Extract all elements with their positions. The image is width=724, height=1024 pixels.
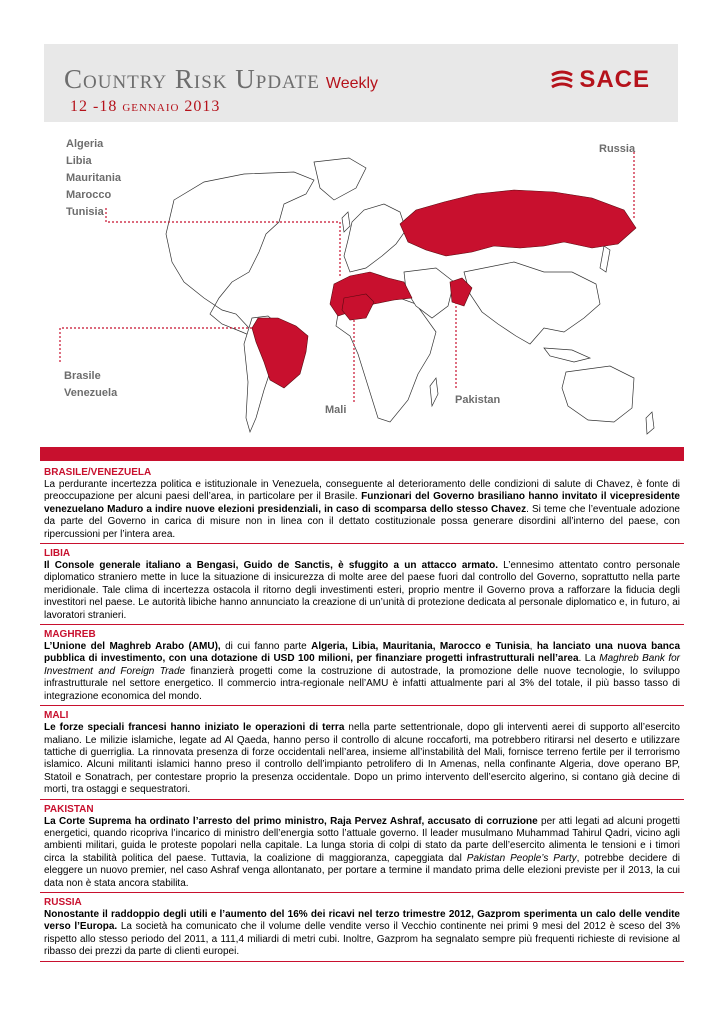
map-label-libia: Libia bbox=[66, 155, 92, 167]
map-label-marocco: Marocco bbox=[66, 189, 112, 201]
new-zealand-shape bbox=[646, 412, 654, 434]
body-text: La perdurante incertezza politica e istituzionale in Venezuela, conseguente al deterioramento delle condizioni di salute di Chavez, è fonte di preoccupazione per alcuni paesi dell’area, in particolare per il Brasile. bbox=[44, 479, 680, 503]
world-map bbox=[44, 122, 678, 446]
bold-text: Funzionari del Governo brasiliano hanno invitato il vicepresidente venezuelano Maduro a indire nuove elezioni presidenziali, in caso di scomparsa dello stesso Chavez bbox=[44, 491, 680, 515]
asia-shape bbox=[464, 262, 600, 344]
weekly-label: Weekly bbox=[325, 75, 379, 92]
sace-logo-icon bbox=[549, 67, 575, 93]
bold-text: Algeria, Libia, Mauritania, Marocco e Tunisia bbox=[311, 641, 530, 653]
section-title: MALI bbox=[44, 710, 69, 722]
report-date: 12 -18 gennaio 2013 bbox=[70, 98, 221, 115]
bold-text: ha lanciato una nuova banca pubblica di investimento, con una dotazione di USD 100 milioni, per finanziare progetti infrastrutturali nell’area bbox=[44, 641, 681, 665]
report-title-text: Country Risk Update bbox=[64, 64, 320, 94]
uk-shape bbox=[342, 212, 350, 232]
body-text: , bbox=[529, 641, 537, 653]
body-text: finanzierà progetti come la costruzione di autostrade, la promozione delle nuove tecnologie, lo sviluppo infrastrutturale nel settore energetico. Il commercio intra-regionale nell’AMU è infatti attualmente pari al 3% del totale, il più basso tasso di integrazione economica del mondo. bbox=[44, 665, 680, 702]
section-title: PAKISTAN bbox=[44, 803, 94, 815]
map-label-north-africa bbox=[66, 136, 121, 221]
map-label-mali: Mali bbox=[325, 404, 347, 416]
bold-text: Le forze speciali francesi hanno iniziato le operazioni di terra bbox=[44, 722, 345, 734]
map-label-russia: Russia bbox=[599, 143, 636, 155]
map-label-brasile: Brasile bbox=[64, 370, 101, 382]
body-text: . Si teme che l’eventuale adozione da parte del Governo in carica di misure non in linea con il dettato costituzionale possa generare disordini all’interno del paese, con ripercussioni per l’intera area. bbox=[44, 503, 680, 540]
section-body bbox=[44, 909, 680, 959]
body-text: La società ha comunicato che il volume delle vendite verso il Vecchio continente nei primi 9 mesi del 2012 è sceso del 3% rispetto allo stesso periodo del 2011, a 111,4 miliardi di metri cubi. Inoltre, Gazprom ha segnalato sempre più frequenti richieste di revisione al ribasso dei prezzi da parte di clienti europei. bbox=[44, 921, 680, 958]
section-title: MAGHREB bbox=[44, 629, 96, 641]
greenland-shape bbox=[314, 158, 366, 200]
news-content bbox=[40, 463, 684, 962]
section-body bbox=[44, 479, 680, 541]
north-america-shape bbox=[166, 172, 314, 338]
indonesia-shape bbox=[544, 348, 590, 362]
russia-shape bbox=[400, 190, 636, 256]
world-map-svg bbox=[44, 122, 678, 446]
section-title: LIBIA bbox=[44, 548, 71, 560]
news-section bbox=[40, 706, 684, 799]
news-section bbox=[40, 544, 684, 625]
bold-text: L’Unione del Maghreb Arabo (AMU), bbox=[44, 641, 221, 653]
body-text: , potrebbe decidere di eleggere un nuovo premier, nel caso Ashraf venga allontanato, per portare a termine il mandato prima delle elezioni previste per il 2013, la cui data non è stata ancora stabilita. bbox=[44, 852, 680, 889]
map-label-mauritania: Mauritania bbox=[66, 172, 122, 184]
map-label-tunisia: Tunisia bbox=[66, 206, 104, 218]
map-label-south-america bbox=[64, 368, 117, 402]
map-label-pakistan: Pakistan bbox=[455, 394, 501, 406]
news-section bbox=[40, 893, 684, 962]
connector-south-america bbox=[60, 328, 258, 362]
section-body bbox=[44, 722, 680, 796]
section-title: BRASILE/VENEZUELA bbox=[44, 467, 152, 478]
body-text: di cui fanno parte bbox=[220, 641, 312, 653]
map-label-algeria: Algeria bbox=[66, 138, 104, 150]
section-body bbox=[44, 641, 680, 703]
sace-logo bbox=[549, 66, 650, 94]
australia-shape bbox=[562, 366, 634, 422]
report-title bbox=[64, 64, 378, 95]
body-text: per atti legati ad alcuni progetti energetici, quando ricopriva l’incarico di ministro dell’energia sotto l’attuale governo. Il leader musulmano Muhammad Tahirul Qadri, vicino agli ambienti militari, guida le proteste popolari nella capitale. La lunga storia di colpi di stato da parte dell’esercito alimenta le tensioni e i timori circa la stabilità politica del paese. Tuttavia, la coalizione di maggioranza, capeggiata dal bbox=[44, 815, 680, 864]
italic-text: Maghreb Bank for Investment and Foreign Trade bbox=[44, 653, 680, 677]
body-text: L’ennesimo attentato contro personale diplomatico straniero mette in luce la situazione di insicurezza di molte aree del paese fuori dal controllo del Governo, soprattutto nella parte meridionale. Tale clima di incertezza ostacola il ritorno degli investimenti esteri, proprio mentre il Governo prova a rafforzare la fiducia degli investitori nel paese. Le autorità libiche hanno annunciato la creazione di un’unità di protezione dedicata al personale diplomatico e, in futuro, ai lavoratori stranieri. bbox=[44, 560, 681, 621]
body-text: . La bbox=[578, 653, 600, 665]
map-label-venezuela: Venezuela bbox=[64, 387, 118, 399]
bold-text: Il Console generale italiano a Bengasi, Guido de Sanctis, è sfuggito a un attacco armato. bbox=[44, 560, 498, 572]
report-header bbox=[44, 44, 678, 122]
body-text: nella parte settentrionale, dopo gli interventi aerei di supporto all’esercito maliano. Le milizie islamiche, legate ad Al Qaeda, hanno perso il controllo di alcune roccaforti, ma potrebbero ritirarsi nel deserto e utilizzare tattiche di guerriglia. La rinnovata presenza di forze occidentali nell’area, insieme all’instabilità del Mali, fornisce terreno fertile per il terrorismo islamico. Alcuni militanti islamici hanno preso il controllo dell’impianto petrolifero di In Amenas, nella confinante Algeria, dove operano BP, Statoil e Sonatrach, per contestare proprio la presenza occidentale. Dopo un primo intervento dell’esercito algerino, si contano già decine di morti, tra ostaggi e sequestratori. bbox=[44, 722, 680, 796]
italic-text: Pakistan People’s Party bbox=[466, 852, 577, 864]
news-section bbox=[40, 463, 684, 544]
sace-logo-text: SACE bbox=[579, 66, 650, 93]
section-title: RUSSIA bbox=[44, 896, 82, 908]
madagascar-shape bbox=[430, 378, 438, 406]
news-section bbox=[40, 800, 684, 893]
bold-text: Nonostante il raddoppio degli utili e l’aumento del 16% dei ricavi nel terzo trimestre 2012, Gazprom sperimenta un calo delle vendite verso l’Europa. bbox=[44, 908, 680, 933]
section-body bbox=[44, 816, 680, 890]
bold-text: La Corte Suprema ha ordinato l’arresto del primo ministro, Raja Pervez Ashraf, accusato di corruzione bbox=[44, 815, 538, 827]
europe-shape bbox=[344, 204, 406, 272]
japan-shape bbox=[600, 246, 610, 272]
section-divider-bar bbox=[40, 447, 684, 461]
news-section bbox=[40, 625, 684, 706]
section-body bbox=[44, 560, 680, 622]
